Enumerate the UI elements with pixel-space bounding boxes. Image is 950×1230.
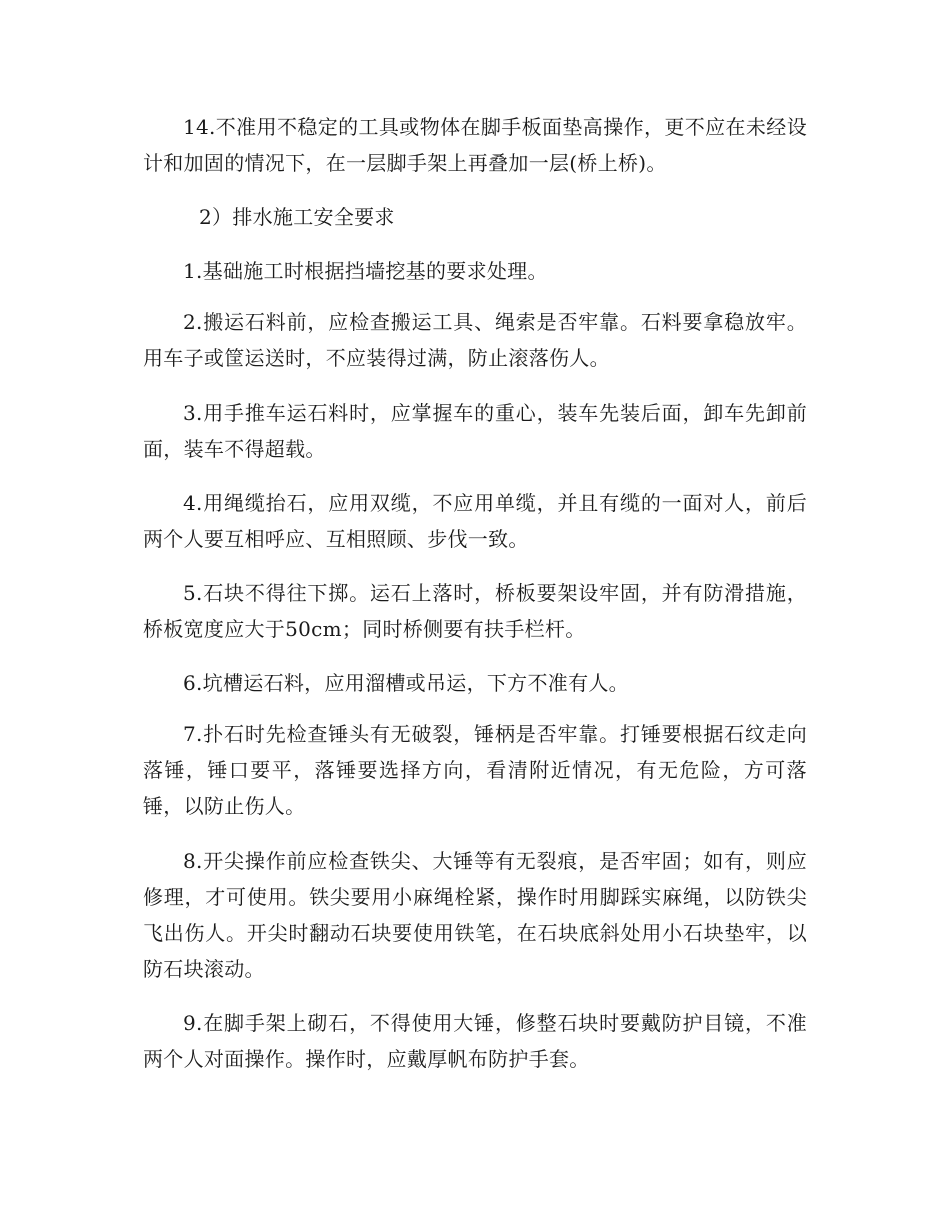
section-heading-drainage-safety: 2）排水施工安全要求 bbox=[199, 205, 395, 229]
paragraph-item-3: 3.用手推车运石料时，应掌握车的重心，装车先装后面，卸车先卸前面，装车不得超载。 bbox=[143, 401, 807, 461]
paragraph-item-9: 9.在脚手架上砌石，不得使用大锤，修整石块时要戴防护目镜，不准两个人对面操作。操作时，应戴厚帆布防护手套。 bbox=[143, 1011, 807, 1071]
paragraph-item-2: 2.搬运石料前，应检查搬运工具、绳索是否牢靠。石料要拿稳放牢。用车子或筐运送时，不应装得过满，防止滚落伤人。 bbox=[143, 310, 807, 370]
paragraph-item-5: 5.石块不得往下掷。运石上落时，桥板要架设牢固，并有防滑措施，桥板宽度应大于50cm；同时桥侧要有扶手栏杆。 bbox=[143, 581, 807, 641]
paragraph-item-8: 8.开尖操作前应检查铁尖、大锤等有无裂痕，是否牢固；如有，则应修理，才可使用。铁尖要用小麻绳栓紧，操作时用脚踩实麻绳，以防铁尖飞出伤人。开尖时翻动石块要使用铁笔，在石块底斜处用小石块垫牢，以防石块滚动。 bbox=[143, 849, 807, 981]
paragraph-item-14: 14.不准用不稳定的工具或物体在脚手板面垫高操作，更不应在未经设计和加固的情况下，在一层脚手架上再叠加一层(桥上桥)。 bbox=[143, 115, 807, 175]
paragraph-item-1: 1.基础施工时根据挡墙挖基的要求处理。 bbox=[183, 259, 548, 283]
paragraph-item-7: 7.扑石时先检查锤头有无破裂，锤柄是否牢靠。打锤要根据石纹走向落锤，锤口要平，落锤要选择方向，看清附近情况，有无危险，方可落锤，以防止伤人。 bbox=[143, 722, 807, 818]
paragraph-item-4: 4.用绳缆抬石，应用双缆，不应用单缆，并且有缆的一面对人，前后两个人要互相呼应、互相照顾、步伐一致。 bbox=[143, 491, 807, 551]
paragraph-item-6: 6.坑槽运石料，应用溜槽或吊运，下方不准有人。 bbox=[183, 671, 629, 695]
